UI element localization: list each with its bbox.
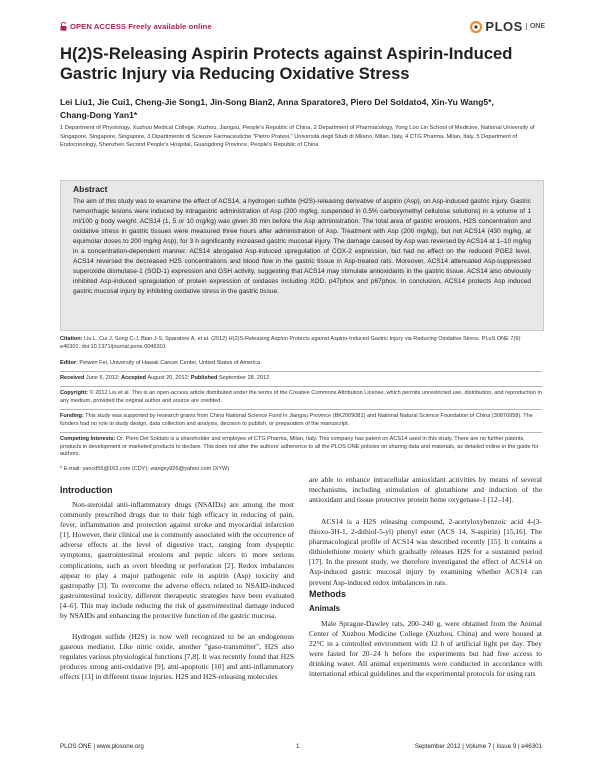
introduction-heading: Introduction: [60, 485, 113, 495]
divider: [60, 409, 542, 410]
footer-issue: September 2012 | Volume 7 | Issue 9 | e46301: [414, 743, 542, 750]
accepted-date: August 20, 2012;: [147, 375, 190, 381]
copyright-text: © 2012 Liu et al. This is an open-access article distributed under the terms of the Creative Commons Attribution License, which permits unrestricted use, distribution, and reproduction in any medium, provided the original author and source are credited.: [60, 390, 542, 404]
intro-paragraph-3: are able to enhance intracellular antioxidant activities by means of several mechanisms, including stimulation of glutathione and induction of the antioxidant and tissue protective protein heme oxygenase-1 [12–14].: [309, 475, 542, 505]
funding: [60, 413, 542, 428]
competing-interests: [60, 436, 542, 459]
open-access-badge: [60, 22, 212, 31]
affiliations: 1 Department of Physiology, Xuzhou Medical College, Xuzhou, Jiangsu, People's Republic of China, 2 Department of Pharmacology, Yong Loo Lin School of Medicine, National University of Singapore, Singapore, Singapore, 3 Dipartimento di Scienze Farmaceutiche "Pietro Pratesi," Università degli Studi di Milano, Milan, Italy, 4 CTG Pharma, Milan, Italy, 5 Department of Endocrinology, Shenzhen Second People's Hospital, Guangdong Province, People's Republic of China: [60, 125, 535, 149]
intro-paragraph-1: Non-steroidal anti-inflammatory drugs (NSAIDs) are among the most commonly prescribed drugs due to their high efficacy in reducing of pain, fever, inflammation and protection against stroke and myocardial infarction [1]. However, their clinical use is commonly associated with the occurrence of adverse effects at the level of digestive tract, ranging from dyspeptic symptoms, gastrointestinal erosions and peptic ulcers to more serious complications, such as overt bleeding or perforation [2]. Redox imbalances appear to play a major pathogenic role in aspirin (Asp) toxicity and gastropathy [3]. To overcome the adverse effects related to NSAID-induced gastrointestinal toxicity, different therapeutic strategies have been evaluated [4–6]. This may include reducing the risk of gastrointestinal damage induced by NSAIDs and enhancing the protective function of the gastric mucosa.: [60, 500, 294, 621]
editor-label: Editor:: [60, 360, 78, 366]
dates: [60, 375, 542, 383]
intro-paragraph-4: ACS14 is a H2S releasing compound, 2-acetyloxybenzoic acid 4-(3-thioxo-3H-1, 2-dithiol-5-yl) phenyl ester (ACS 14, S-aspirin) [15,16]. The pharmacological profile of ACS14 was described recently [15]. It contains a dithiolethione moiety which gradually releases H2S for a sustained period [17]. In the present study, we therefore investigated the effect of ACS14 on Asp-induced gastric mucosal injury by examining whether ACS14 can prevent Asp-induced redox imbalances in rats.: [309, 517, 542, 587]
open-access-label: OPEN ACCESS Freely available online: [70, 22, 212, 31]
authors-line-2: Chang-Dong Yan1*: [60, 110, 138, 120]
author-list: [60, 96, 550, 122]
received-date: June 6, 2012;: [85, 375, 120, 381]
copyright: [60, 390, 542, 405]
funding-label: Funding:: [60, 413, 84, 419]
editor-text: Peiwen Fei, University of Hawaii Cancer Center, United States of America: [79, 360, 261, 366]
abstract-text: The aim of this study was to examine the effect of ACS14, a hydrogen sulfide (H2S)-releasing derivative of aspirin (Asp), on Asp-induced gastric injury. Gastric hemorrhagic lesions were induced by intragastric administration of Asp (200 mg/kg, suspended in 0.5% carboxymethyl cellulose solutions) in a volume of 1 ml/100 g body weight. ACS14 (1, 5 or 10 mg/kg) was given 30 min before the Asp administration. The total area of gastric erosions, H2S concentration and oxidative stress in gastric tissues were measured three hours after administration of Asp. Treatment with Asp (200 mg/kg), but not ACS14 (430 mg/kg, at equimolar doses to 200 mg/kg Asp), for 3 h significantly increased gastric mucosal injury. The damage caused by Asp was reversed by ACS14 at 1–10 mg/kg in a concentration-dependent manner. ACS14 abrogated Asp-induced upregulation of COX-2 expression, but had no effect on the reduced PGE2 level. ACS14 reversed the decreased H2S concentrations and blood flow in the gastric tissue in Asp-treated rats. Moreover, ACS14 attenuated Asp-suppressed superoxide dismutase-1 (SOD-1) expression and GSH activity, suggesting that ACS14 may stimulate antioxidants in the gastric tissue. ACS14 also obviously inhibited Asp-induced upregulation of protein expression of oxidases including XOD, p47phox and p67phox. In conclusion, ACS14 protects Asp induced gastric mucosal injury by inhibiting oxidative stress in the gastric tissue.: [73, 198, 531, 295]
abstract-heading: Abstract: [73, 184, 108, 194]
logo-plos-text: PLOS: [485, 19, 523, 34]
divider: [60, 432, 542, 433]
accepted-label: Accepted: [121, 375, 147, 381]
copyright-label: Copyright:: [60, 390, 89, 396]
citation-text: Liu L, Cui J, Song C-J, Bian J-S, Sparatore A, et al. (2012) H(2)S-Releasing Aspirin Protects against Aspirin-Induced Gastric Injury via Reducing Oxidative Stress. PLoS ONE 7(9): e46301. doi:10.1371/journal.pone.0046301: [60, 336, 522, 350]
competing-text: Dr. Piero Del Soldato is a shareholder and employee of CTG Pharma, Milan, Italy. This company has patent on ACS14 used in this study. There are no further patents, products in development or marketed products to declare. This does not alter the authors' adherence to all the PLOS ONE policies on sharing data and materials, as detailed online in the guide for authors.: [60, 436, 539, 458]
published-label: Published: [190, 375, 218, 381]
animals-subheading: Animals: [309, 604, 341, 613]
editor: [60, 360, 542, 368]
methods-paragraph-1: Male Sprague-Dawley rats, 200–240 g, were obtained from the Animal Center of Xuzhou Medicine College (Xuzhou, China) and were housed at 22°C in a controlled environment with 12 h of artificial light per day. They were fasted for 20–24 h before the experiments but had free access to drinking water. All animal experiments were conducted in accordance with international ethical guidelines and the experimental protocols for using rats: [309, 619, 542, 679]
citation-label: Citation:: [60, 336, 83, 342]
funding-text: This study was supported by research grants from China National Science Fund in Jiangsu Province (BK2009081) and National Natural Science Foundation of China (30870958). The funders had no role in study design, data collection and analysis, decision to publish, or preparation of the manuscript.: [60, 413, 533, 427]
competing-label: Competing Interests:: [60, 436, 116, 442]
footer-journal: PLOS ONE | www.plosone.org: [60, 743, 144, 750]
received-label: Received: [60, 375, 85, 381]
divider: [60, 386, 542, 387]
citation: [60, 336, 542, 351]
methods-heading: Methods: [309, 589, 346, 599]
published-date: September 28, 2012: [218, 375, 270, 381]
article-title: H(2)S-Releasing Aspirin Protects against Aspirin-Induced Gastric Injury via Reducing Oxidative Stress: [60, 44, 513, 83]
open-lock-icon: [60, 22, 67, 31]
divider: [60, 371, 542, 372]
intro-paragraph-2: Hydrogen sulfide (H2S) is now well recognized to be an endogenous gaseous mediator. Like nitric oxide, another "gaso-transmitter", H2S also regulates various physiological functions [7,8]. It was recently found that H2S produces strong anti-oxidative [9], anti-apoptotic [10] and anti-inflammatory effects [11] in different tissue injuries. H2S and H2S-releasing molecules: [60, 632, 294, 682]
plos-one-logo: [470, 19, 545, 34]
email: * E-mail: yancd55@163.com (CDY); wangxy926@yahoo.com (XYW): [60, 466, 230, 472]
authors-line-1: Lei Liu1, Jie Cui1, Cheng-Jie Song1, Jin-Song Bian2, Anna Sparatore3, Piero Del Soldato4, Xin-Yu Wang5*,: [60, 97, 494, 107]
logo-one-text: ONE: [526, 23, 545, 30]
footer-page-number: 1: [296, 743, 300, 750]
plos-logo-icon: [470, 21, 482, 33]
